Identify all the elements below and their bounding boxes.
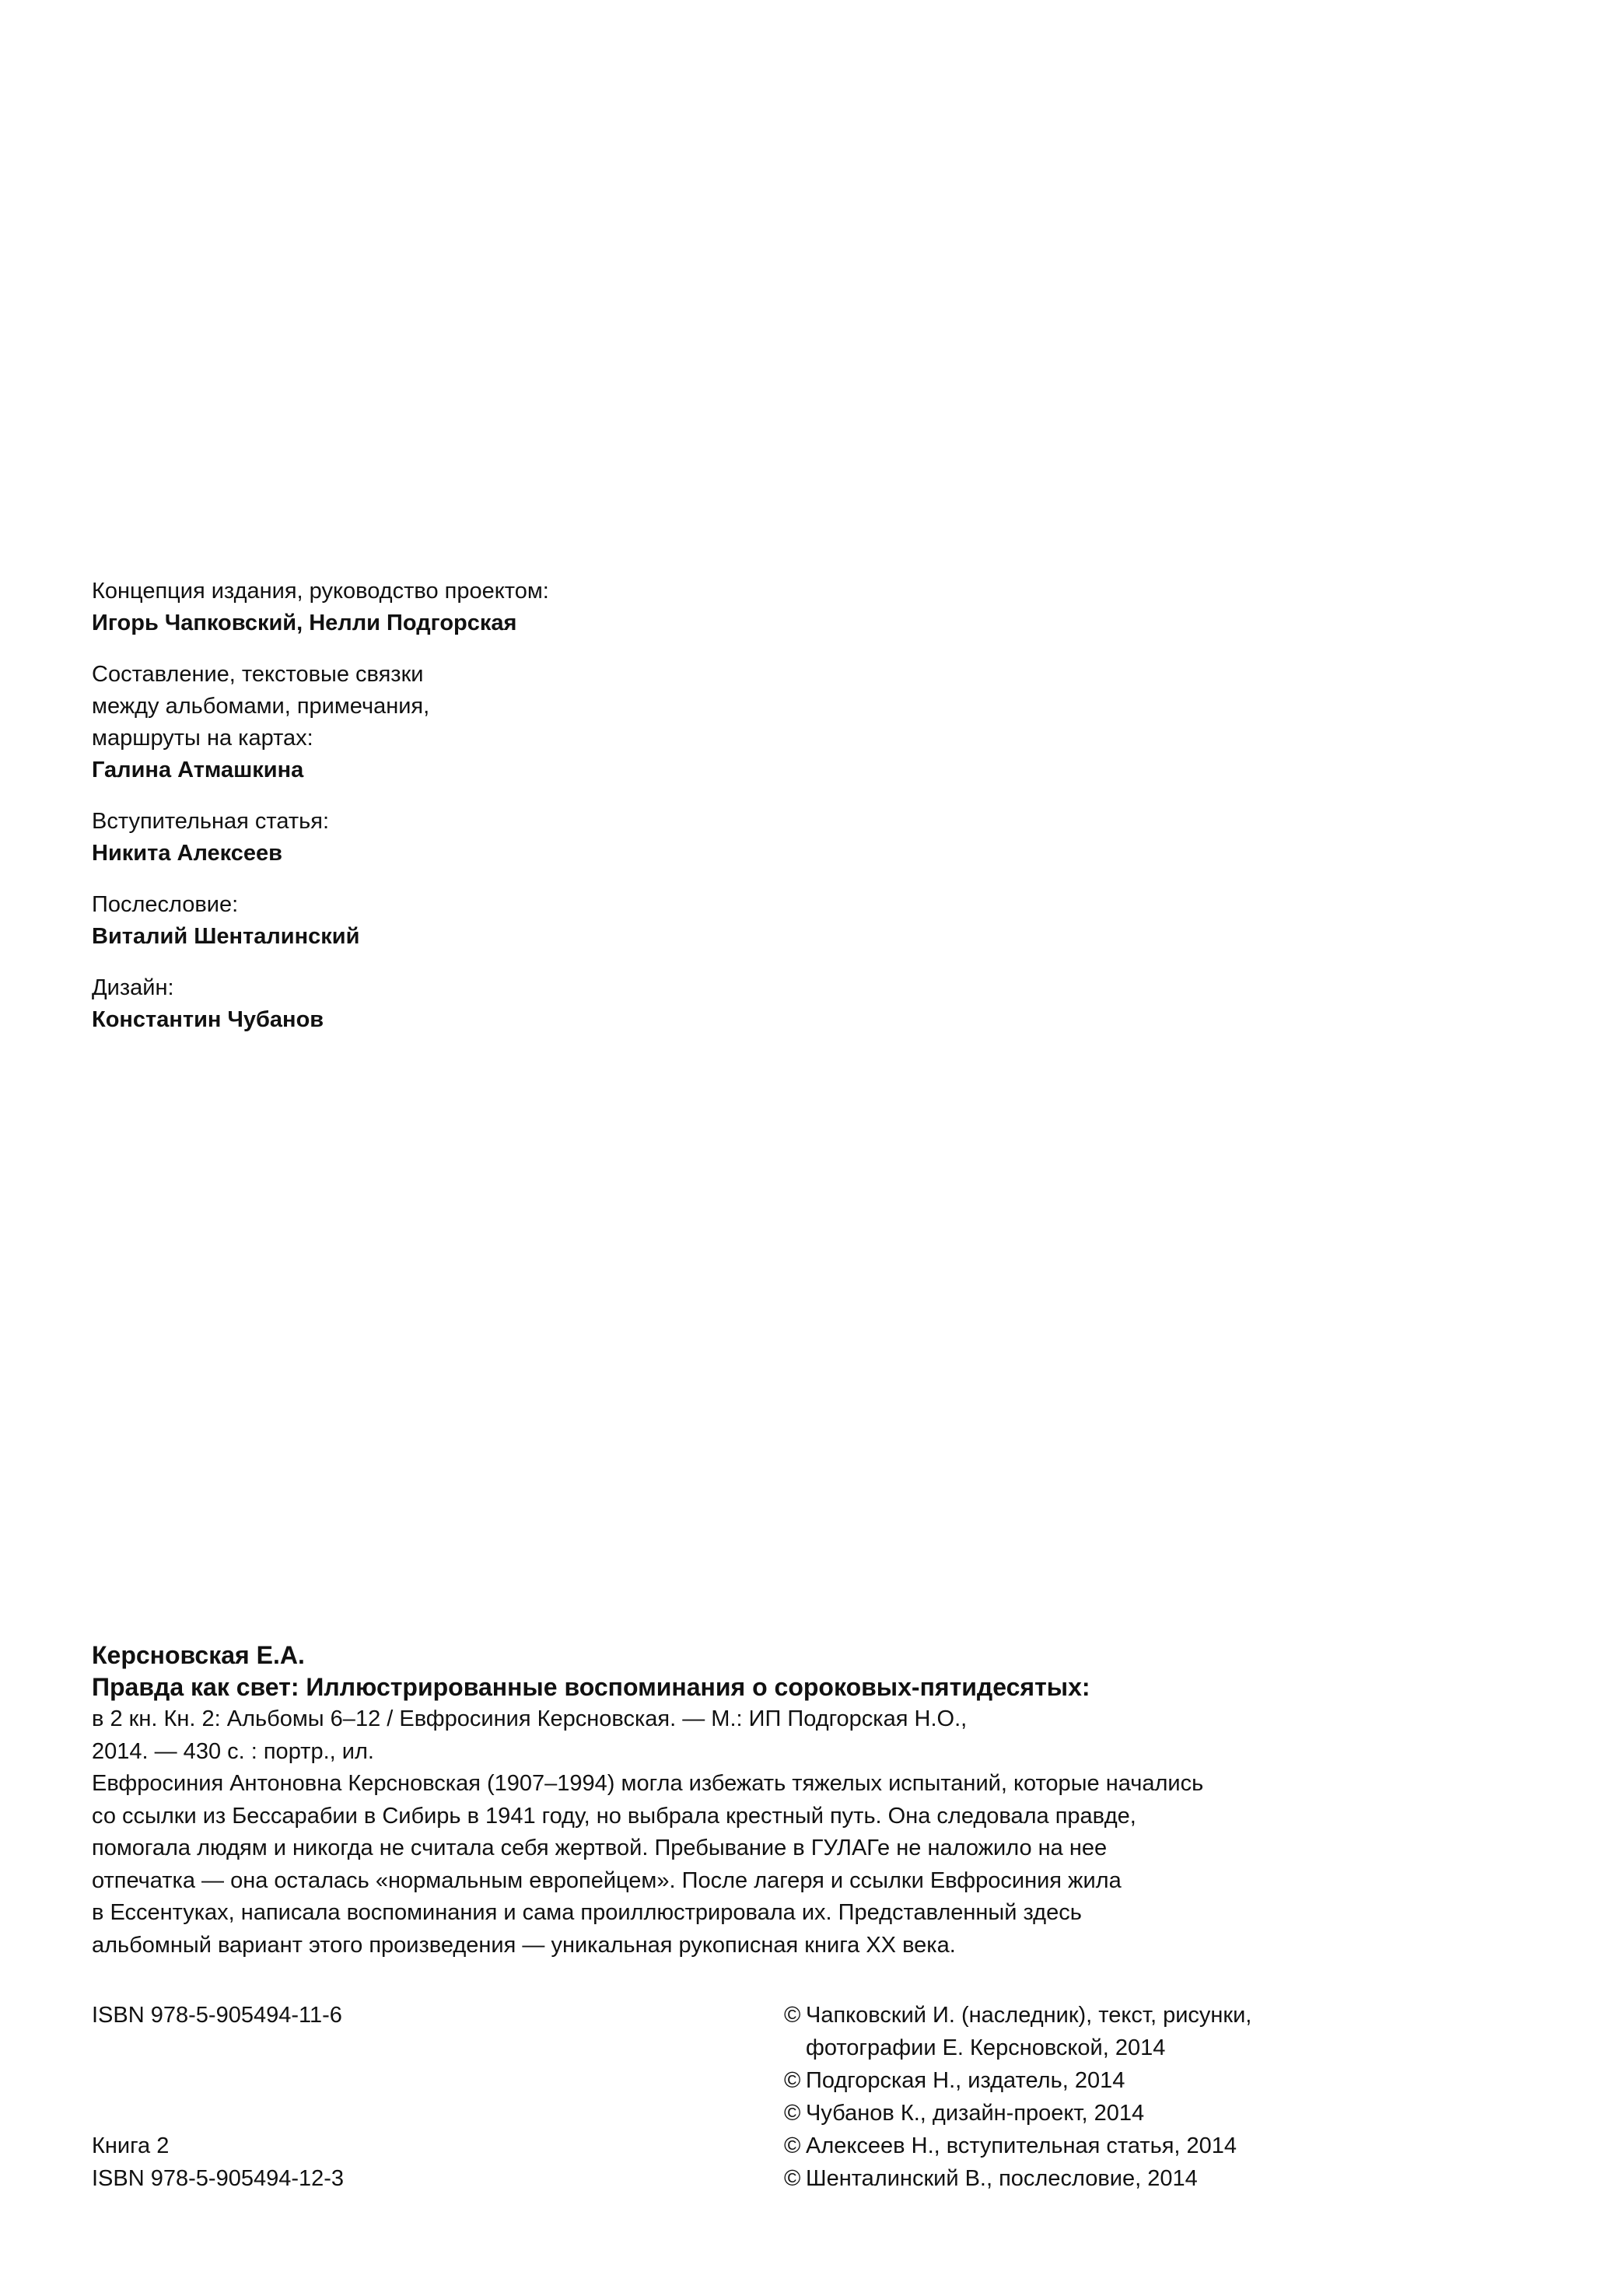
- copyright-text: Алексеев Н., вступительная статья, 2014: [806, 2133, 1237, 2158]
- credit-role-line: маршруты на картах:: [92, 726, 313, 751]
- credit-concept: [92, 576, 792, 639]
- book-info: [92, 2130, 344, 2195]
- book-isbn: ISBN 978-5-905494-12-3: [92, 2166, 345, 2191]
- credit-role: Послесловие:: [92, 892, 239, 917]
- bib-annotation-line: в Ессентуках, написала воспоминания и сама проиллюстрировала их. Представленный здесь: [92, 1900, 1082, 1925]
- copyright-item: [784, 1999, 1406, 2032]
- copyright-symbol: ©: [784, 2068, 801, 2093]
- isbn-main: ISBN 978-5-905494-11-6: [92, 2003, 342, 2028]
- credit-role: Дизайн:: [92, 975, 174, 1000]
- copyright-item: [784, 2064, 1406, 2097]
- credit-name: Никита Алексеев: [92, 841, 282, 866]
- copyright-symbol: ©: [784, 2133, 801, 2158]
- credit-role: Концепция издания, руководство проектом:: [92, 579, 549, 604]
- bib-annotation-line: отпечатка — она осталась «нормальным европейцем». После лагеря и ссылки Евфросиния жила: [92, 1867, 1122, 1893]
- bib-annotation-line: со ссылки из Бессарабии в Сибирь в 1941 году, но выбрала крестный путь. Она следовала правде,: [92, 1803, 1136, 1829]
- isbn-copyright-section: [92, 1999, 1414, 2201]
- credit-name: Виталий Шенталинский: [92, 924, 360, 949]
- bibliographic-record: [92, 1640, 1554, 1962]
- credit-design: [92, 972, 792, 1036]
- credit-name: Галина Атмашкина: [92, 758, 304, 782]
- bib-annotation-line: помогала людям и никогда не считала себя жертвой. Пребывание в ГУЛАГе не наложило на нее: [92, 1836, 1108, 1860]
- bib-line: 2014. — 430 с. : портр., ил.: [92, 1738, 374, 1764]
- copyright-symbol: ©: [784, 2003, 801, 2028]
- credit-afterword: [92, 889, 792, 953]
- copyright-symbol: ©: [784, 2101, 801, 2126]
- copyright-text: Подгорская Н., издатель, 2014: [806, 2068, 1125, 2093]
- copyright-text: Шенталинский В., послесловие, 2014: [806, 2166, 1198, 2191]
- bib-author: Керсновская Е.А.: [92, 1641, 305, 1669]
- copyright-item: [784, 2162, 1406, 2195]
- credit-name: Константин Чубанов: [92, 1007, 324, 1032]
- copyright-item: [784, 2097, 1406, 2130]
- bib-title: Правда как свет: Иллюстрированные воспоминания о сороковых-пятидесятых:: [92, 1673, 1090, 1701]
- bib-line: в 2 кн. Кн. 2: Альбомы 6–12 / Евфросиния Керсновская. — М.: ИП Подгорская Н.О.,: [92, 1706, 968, 1731]
- bib-annotation-line: альбомный вариант этого произведения — уникальная рукописная книга XX века.: [92, 1932, 956, 1958]
- credit-role-line: между альбомами, примечания,: [92, 694, 430, 719]
- bib-annotation-line: Евфросиния Антоновна Керсновская (1907–1994) могла избежать тяжелых испытаний, которые начались: [92, 1771, 1204, 1796]
- copyright-text: Чапковский И. (наследник), текст, рисунки,: [806, 2003, 1252, 2028]
- credit-compilation: [92, 659, 792, 786]
- copyright-list: [784, 1999, 1406, 2195]
- credit-role: Вступительная статья:: [92, 809, 330, 834]
- book-label: Книга 2: [92, 2133, 170, 2158]
- copyright-text: Чубанов К., дизайн-проект, 2014: [806, 2101, 1145, 2126]
- copyright-continuation: фотографии Е. Керсновской, 2014: [806, 2035, 1166, 2060]
- copyright-symbol: ©: [784, 2166, 801, 2191]
- credits-section: [92, 576, 792, 1055]
- credit-name: Игорь Чапковский, Нелли Подгорская: [92, 611, 517, 635]
- credit-intro-article: [92, 806, 792, 870]
- copyright-item: [784, 2130, 1406, 2162]
- credit-role-line: Составление, текстовые связки: [92, 662, 424, 687]
